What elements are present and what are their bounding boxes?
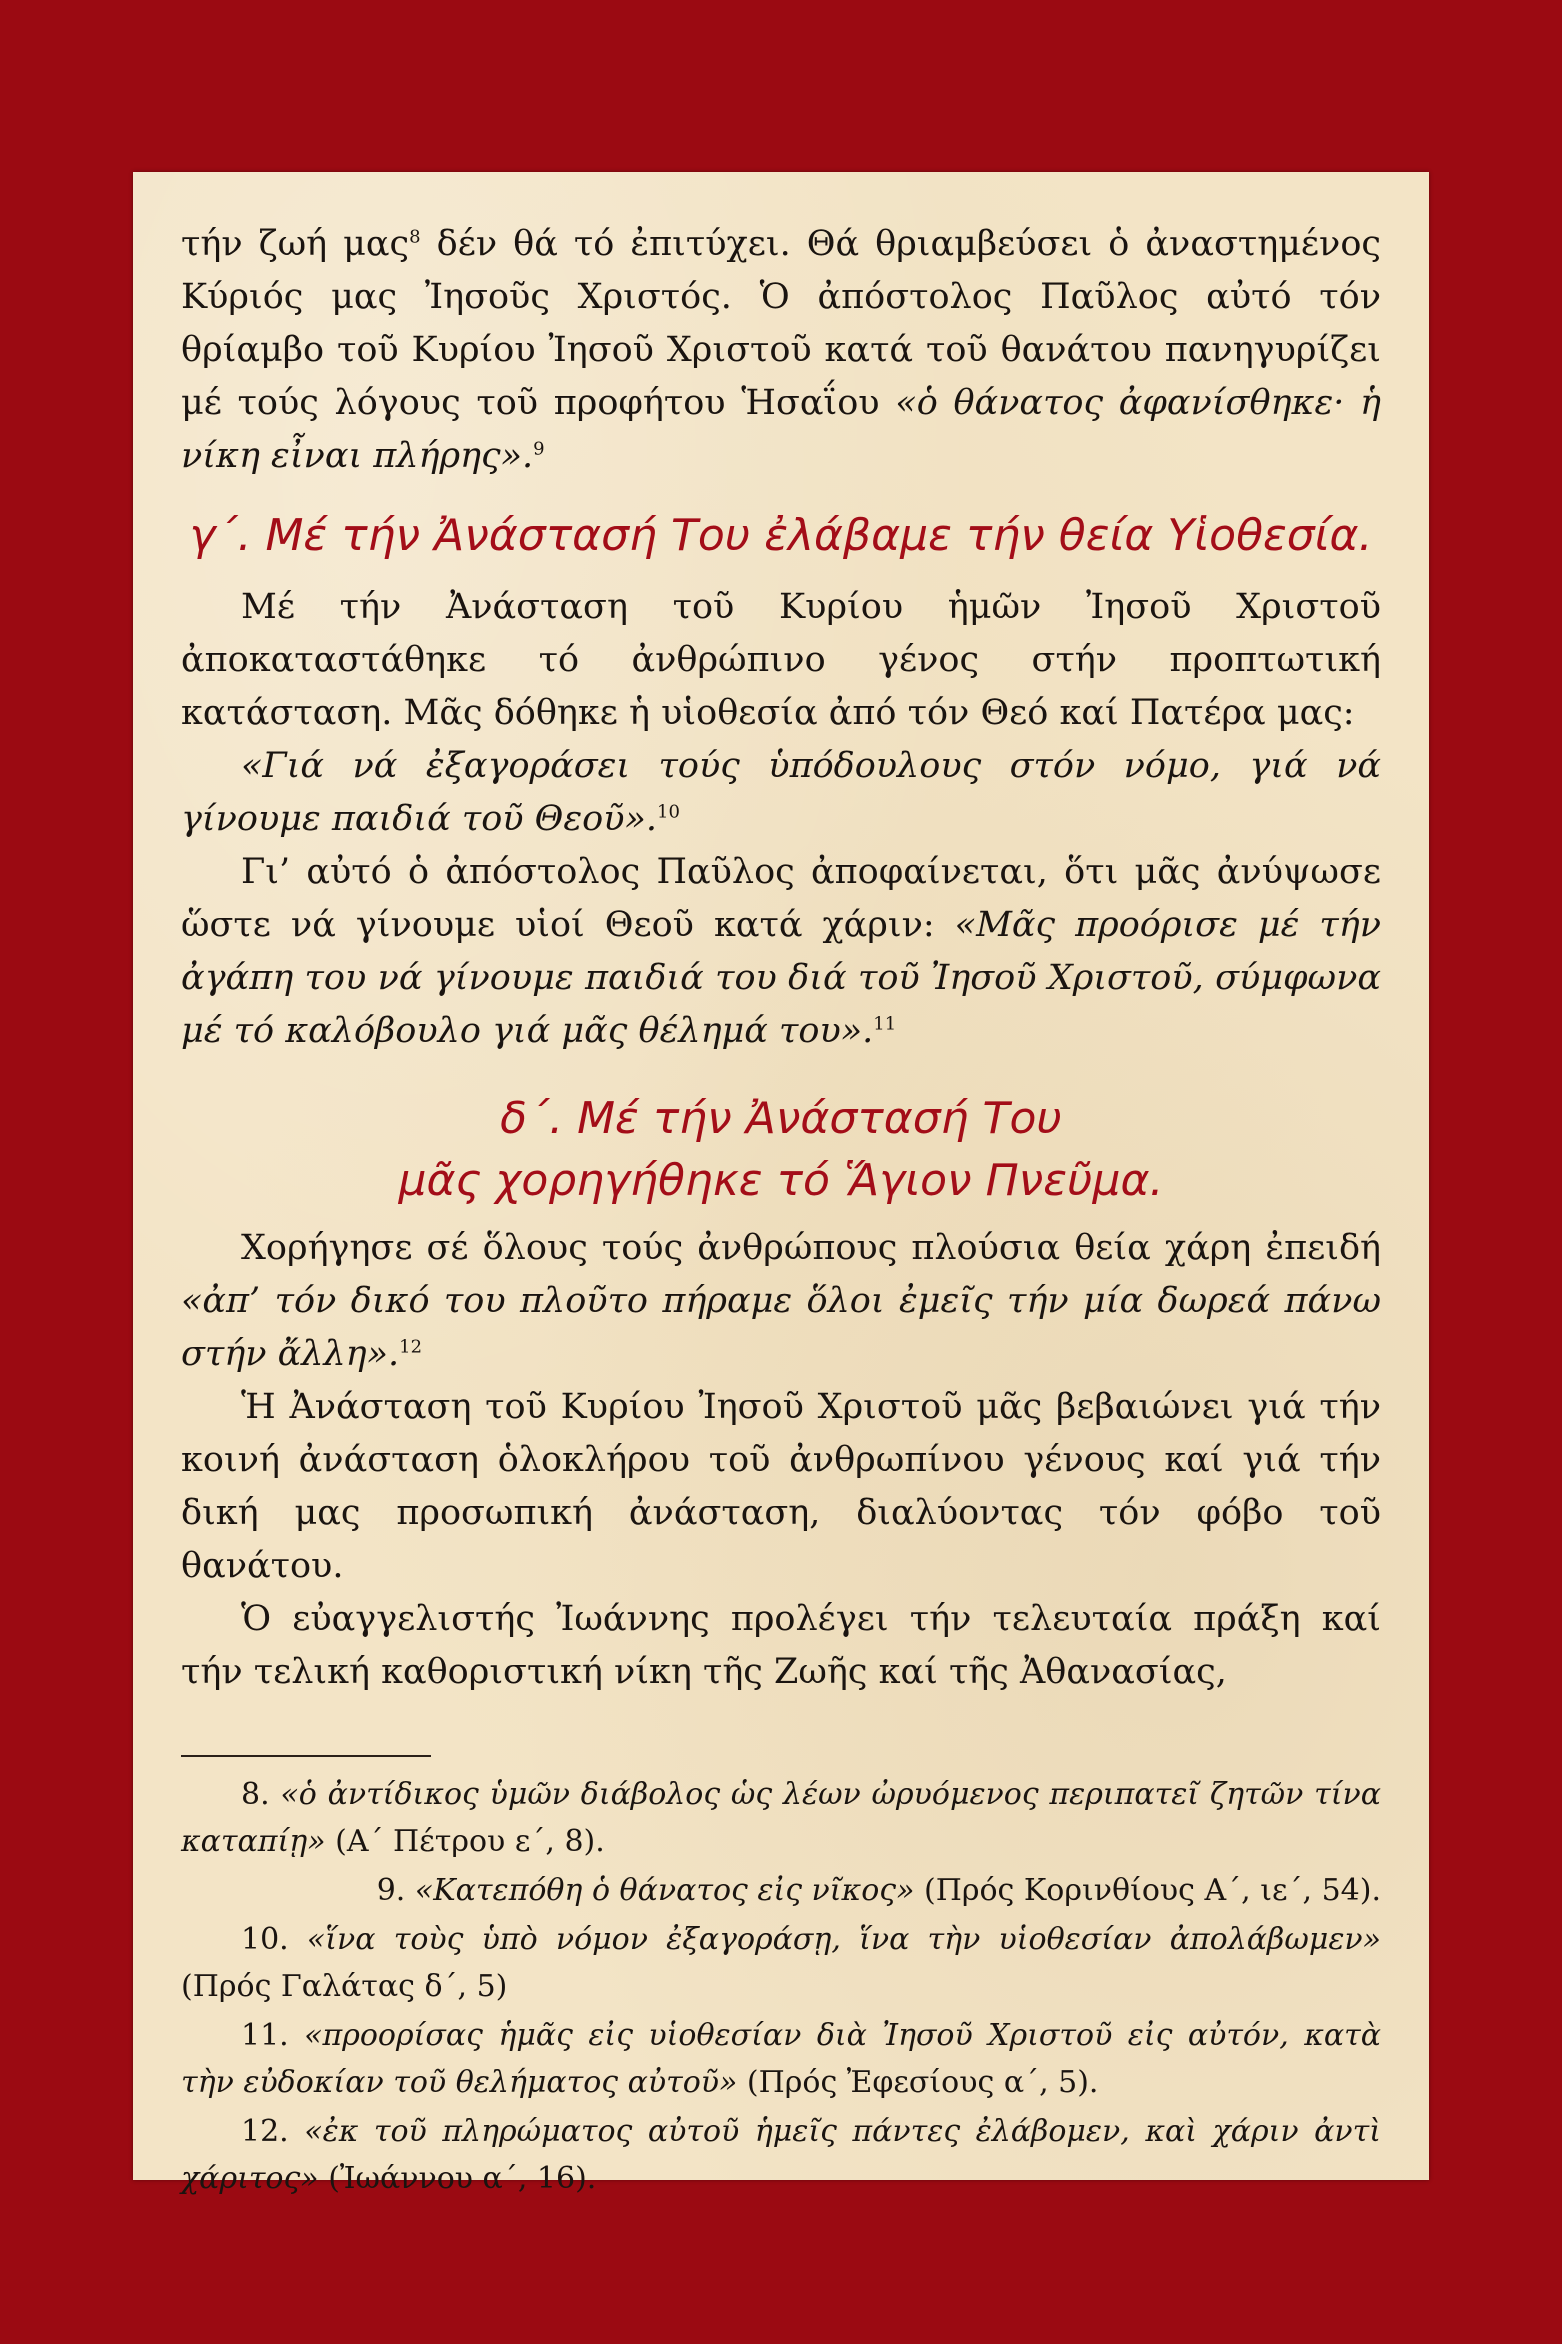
footnote-11: 11. «προορίσας ἡμᾶς εἰς υἱοθεσίαν διὰ Ἰησοῦ Χριστοῦ εἰς αὐτόν, κατὰ τὴν εὐδοκίαν τοῦ θελήματος αὐτοῦ» (Πρός Ἐφεσίους α΄, 5). — [181, 2018, 1381, 2100]
paragraph-paul: Γι’ αὐτό ὁ ἀπόστολος Παῦλος ἀποφαίνεται, ὅτι μᾶς ἀνύψωσε ὥστε νά γίνουμε υἱοί Θεοῦ κατά χάριν: «Μᾶς προόρισε μέ τήν ἀγάπη του νά γίνουμε παιδιά του διά τοῦ Ἰησοῦ Χριστοῦ, σύμφωνα μέ τό καλόβουλο γιά μᾶς θέλημά του».$^{11}$ — [181, 852, 1381, 1051]
footnote-9: 9. «Κατεπόθη ὁ θάνατος εἰς νῖκος» (Πρός Κορινθίους Α΄, ιε΄, 54). — [376, 1873, 1381, 1908]
footnote-10: 10. «ἵνα τοὺς ὑπὸ νόμον ἐξαγοράσῃ, ἵνα τὴν υἱοθεσίαν ἀπολάβωμεν» (Πρός Γαλάτας δ΄, 5) — [181, 1922, 1382, 2004]
paragraph-evangelist: Ὁ εὐαγγελιστής Ἰωάννης προλέγει τήν τελευταία πράξη καί τήν τελική καθοριστική νίκη τῆς Ζωῆς καί τῆς Ἀθανασίας, — [181, 1599, 1381, 1692]
section-heading-delta: δ΄. Μέ τήν Ἀνάστασή Του μᾶς χορηγήθηκε τό Ἅγιον Πνεῦμα. — [398, 1093, 1164, 1206]
paragraph-intro: τήν ζωή μας$^8$ δέν θά τό ἐπιτύχει. Θά θριαμβεύσει ὁ ἀναστημένος Κύριός μας Ἰησοῦς Χριστός. Ὁ ἀπόστολος Παῦλος αὐτό τόν θρίαμβο τοῦ Κυρίου Ἰησοῦ Χριστοῦ κατά τοῦ θανάτου πανηγυρίζει μέ τούς λόγους τοῦ προφήτου Ἡσαΐου «ὁ θάνατος ἀφανίσθηκε· ἡ νίκη εἶναι πλήρης».$^9$ — [181, 224, 1382, 476]
paragraph-quote-galatians: «Γιά νά ἐξαγοράσει τούς ὑπόδουλους στόν νόμο, γιά νά γίνουμε παιδιά τοῦ Θεοῦ».$^{10}$ — [181, 746, 1381, 839]
footnote-8: 8. «ὁ ἀντίδικος ὑμῶν διάβολος ὡς λέων ὠρυόμενος περιπατεῖ ζητῶν τίνα καταπίῃ» (Α΄ Πέτρου ε΄, 8). — [181, 1777, 1381, 1859]
quote-john: «ἀπ’ τόν δικό του πλοῦτο πήραμε ὅλοι ἐμεῖς τήν μία δωρεά πάνω στήν ἄλλη». — [181, 1281, 1381, 1374]
paragraph-adoption: Μέ τήν Ἀνάσταση τοῦ Κυρίου ἡμῶν Ἰησοῦ Χριστοῦ ἀποκαταστάθηκε τό ἀνθρώπινο γένος στήν προπτωτική κατάσταση. Μᾶς δόθηκε ἡ υἱοθεσία ἀπό τόν Θεό καί Πατέρα μας: — [181, 587, 1381, 733]
footnote-ref-9: 9 — [533, 438, 545, 460]
footnote-ref-11: 11 — [873, 1013, 897, 1035]
page-content — [181, 218, 1381, 2204]
quote-ephesians: «Μᾶς προόρισε μέ τήν ἀγάπη του νά γίνουμε παιδιά του διά τοῦ Ἰησοῦ Χριστοῦ, σύμφωνα μέ τό καλόβουλο γιά μᾶς θέλημά του». — [181, 905, 1381, 1051]
book-page — [133, 172, 1429, 2196]
quote-isaiah: «ὁ θάνατος ἀφανίσθηκε· ἡ νίκη εἶναι πλήρης». — [181, 383, 1381, 476]
footnote-12: 12. «ἐκ τοῦ πληρώματος αὐτοῦ ἡμεῖς πάντες ἐλάβομεν, καὶ χάριν ἀντὶ χάριτος» (Ἰωάννου α΄, 16). — [181, 2114, 1381, 2196]
paragraph-grace: Χορήγησε σέ ὅλους τούς ἀνθρώπους πλούσια θεία χάρη ἐπειδή «ἀπ’ τόν δικό του πλοῦτο πήραμε ὅλοι ἐμεῖς τήν μία δωρεά πάνω στήν ἄλλη».$^{12}$ — [181, 1228, 1381, 1374]
paragraph-resurrection: Ἡ Ἀνάσταση τοῦ Κυρίου Ἰησοῦ Χριστοῦ μᾶς βεβαιώνει γιά τήν κοινή ἀνάσταση ὁλοκλήρου τοῦ ἀνθρωπίνου γένους καί γιά τήν δική μας προσωπική ἀνάσταση, διαλύοντας τόν φόβο τοῦ θανάτου. — [181, 1387, 1381, 1586]
footnote-ref-10: 10 — [657, 801, 680, 823]
footnotes — [181, 1771, 1381, 2202]
section-heading-gamma: γ΄. Μέ τήν Ἀνάστασή Του ἐλάβαμε τήν θεία Υἱοθεσία. — [189, 510, 1373, 561]
footnote-ref-12: 12 — [399, 1336, 423, 1358]
footnote-ref-8: 8 — [409, 226, 421, 248]
footnote-divider — [181, 1755, 431, 1757]
